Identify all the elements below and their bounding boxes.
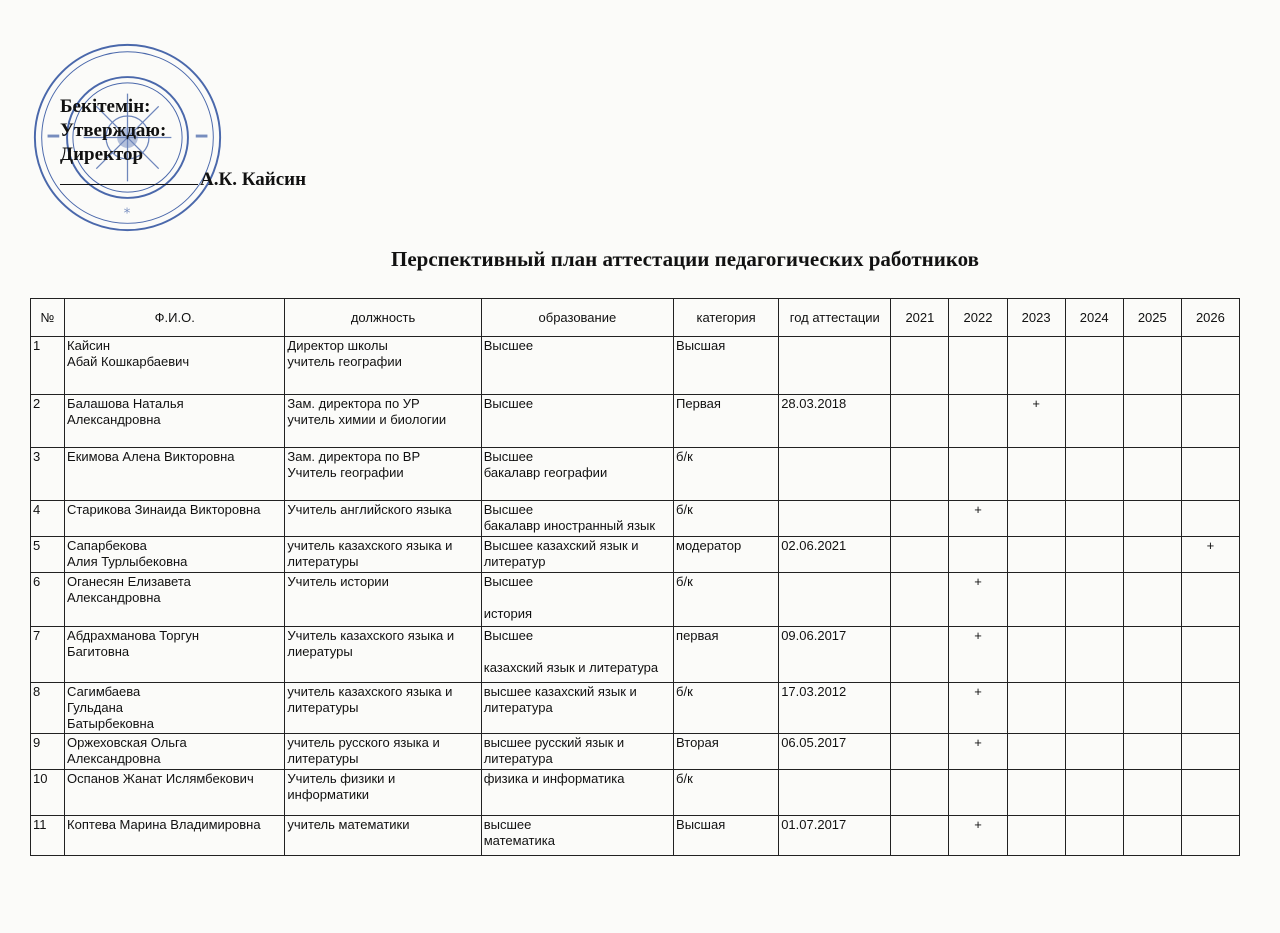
header-2024: 2024	[1065, 299, 1123, 337]
row-year-mark-2024	[1065, 816, 1123, 856]
table-row	[31, 573, 1240, 627]
row-year-mark-2024	[1065, 337, 1123, 395]
row-num: 7	[31, 627, 65, 683]
row-year-mark-2026	[1181, 395, 1239, 448]
row-year-mark-2023	[1007, 501, 1065, 537]
row-year-mark-2022	[949, 448, 1007, 501]
table-row	[31, 770, 1240, 816]
row-year-mark-2024	[1065, 573, 1123, 627]
row-year-mark-2021	[891, 448, 949, 501]
row-year-mark-2022	[949, 537, 1007, 573]
signature-row	[60, 166, 306, 192]
header-education: образование	[481, 299, 673, 337]
row-year-mark-2021	[891, 573, 949, 627]
row-category: б/к	[674, 683, 779, 734]
row-num: 11	[31, 816, 65, 856]
table-row	[31, 683, 1240, 734]
row-year-mark-2021	[891, 337, 949, 395]
row-num: 8	[31, 683, 65, 734]
row-name: Старикова Зинаида Викторовна	[65, 501, 285, 537]
table-row	[31, 501, 1240, 537]
row-education: Высшее бакалавр иностранный язык	[481, 501, 673, 537]
row-year-mark-2022	[949, 337, 1007, 395]
row-year-mark-2022: +	[949, 573, 1007, 627]
row-num: 3	[31, 448, 65, 501]
row-year-mark-2021	[891, 816, 949, 856]
row-position: Учитель истории	[285, 573, 481, 627]
row-year-mark-2025	[1123, 501, 1181, 537]
row-year-mark-2024	[1065, 683, 1123, 734]
row-category: б/к	[674, 448, 779, 501]
row-year-mark-2026	[1181, 337, 1239, 395]
row-name: Оржеховская Ольга Александровна	[65, 734, 285, 770]
row-education: физика и информатика	[481, 770, 673, 816]
table-header-row	[31, 299, 1240, 337]
row-category: модератор	[674, 537, 779, 573]
row-attestation-year: 28.03.2018	[779, 395, 891, 448]
row-year-mark-2026	[1181, 448, 1239, 501]
row-name: Сагимбаева Гульдана Батырбековна	[65, 683, 285, 734]
row-attestation-year	[779, 770, 891, 816]
header-category: категория	[674, 299, 779, 337]
table-row	[31, 537, 1240, 573]
header-position: должность	[285, 299, 481, 337]
row-num: 4	[31, 501, 65, 537]
row-education: Высшее история	[481, 573, 673, 627]
row-year-mark-2022: +	[949, 734, 1007, 770]
row-year-mark-2024	[1065, 448, 1123, 501]
approval-line-kazakh: Бекітемін:	[60, 96, 151, 117]
row-attestation-year: 17.03.2012	[779, 683, 891, 734]
row-year-mark-2021	[891, 627, 949, 683]
row-year-mark-2025	[1123, 816, 1181, 856]
row-year-mark-2022: +	[949, 627, 1007, 683]
row-year-mark-2025	[1123, 627, 1181, 683]
row-name: Балашова Наталья Александровна	[65, 395, 285, 448]
row-position: Учитель английского языка	[285, 501, 481, 537]
row-category: Вторая	[674, 734, 779, 770]
row-attestation-year	[779, 337, 891, 395]
row-year-mark-2022: +	[949, 683, 1007, 734]
row-year-mark-2025	[1123, 537, 1181, 573]
row-num: 10	[31, 770, 65, 816]
header-name: Ф.И.О.	[65, 299, 285, 337]
row-year-mark-2026	[1181, 770, 1239, 816]
row-year-mark-2024	[1065, 734, 1123, 770]
row-category: Высшая	[674, 816, 779, 856]
row-year-mark-2025	[1123, 395, 1181, 448]
row-year-mark-2022	[949, 770, 1007, 816]
row-year-mark-2021	[891, 770, 949, 816]
row-category: первая	[674, 627, 779, 683]
header-2022: 2022	[949, 299, 1007, 337]
row-year-mark-2026	[1181, 501, 1239, 537]
row-name: Абдрахманова Торгун Багитовна	[65, 627, 285, 683]
row-year-mark-2022: +	[949, 816, 1007, 856]
header-2025: 2025	[1123, 299, 1181, 337]
document-title	[0, 247, 1280, 272]
row-category: б/к	[674, 770, 779, 816]
row-num: 5	[31, 537, 65, 573]
header-attestation-year: год аттестации	[779, 299, 891, 337]
row-name: Кайсин Абай Кошкарбаевич	[65, 337, 285, 395]
row-attestation-year: 06.05.2017	[779, 734, 891, 770]
row-attestation-year	[779, 501, 891, 537]
row-education: Высшее бакалавр географии	[481, 448, 673, 501]
row-attestation-year	[779, 448, 891, 501]
row-year-mark-2026	[1181, 683, 1239, 734]
row-year-mark-2026: +	[1181, 537, 1239, 573]
row-year-mark-2023	[1007, 770, 1065, 816]
row-year-mark-2024	[1065, 501, 1123, 537]
table-row	[31, 337, 1240, 395]
row-year-mark-2023	[1007, 537, 1065, 573]
row-year-mark-2023	[1007, 627, 1065, 683]
table-row	[31, 816, 1240, 856]
row-category: б/к	[674, 501, 779, 537]
approval-line-russian: Утверждаю:	[60, 120, 167, 141]
row-year-mark-2026	[1181, 627, 1239, 683]
row-year-mark-2023	[1007, 816, 1065, 856]
row-category: б/к	[674, 573, 779, 627]
row-position: учитель русского языка и литературы	[285, 734, 481, 770]
row-name: Коптева Марина Владимировна	[65, 816, 285, 856]
row-year-mark-2022	[949, 395, 1007, 448]
approval-line-director: Директор	[60, 144, 144, 165]
row-year-mark-2024	[1065, 627, 1123, 683]
row-num: 2	[31, 395, 65, 448]
row-year-mark-2025	[1123, 683, 1181, 734]
row-education: высшее казахский язык и литература	[481, 683, 673, 734]
row-year-mark-2026	[1181, 734, 1239, 770]
row-year-mark-2023: +	[1007, 395, 1065, 448]
header-2026: 2026	[1181, 299, 1239, 337]
row-education: Высшее	[481, 337, 673, 395]
row-name: Оганесян Елизавета Александровна	[65, 573, 285, 627]
row-year-mark-2025	[1123, 573, 1181, 627]
table-row	[31, 395, 1240, 448]
table-row	[31, 627, 1240, 683]
row-year-mark-2023	[1007, 448, 1065, 501]
row-education: Высшее казахский язык и литератур	[481, 537, 673, 573]
signature-name: А.К. Кайсин	[200, 169, 307, 190]
row-year-mark-2021	[891, 501, 949, 537]
header-2023: 2023	[1007, 299, 1065, 337]
row-education: высшее русский язык и литература	[481, 734, 673, 770]
table-row	[31, 448, 1240, 501]
row-attestation-year	[779, 573, 891, 627]
row-category: Первая	[674, 395, 779, 448]
row-year-mark-2025	[1123, 448, 1181, 501]
row-name: Екимова Алена Викторовна	[65, 448, 285, 501]
signature-line	[60, 166, 198, 185]
row-position: учитель казахского языка и литературы	[285, 537, 481, 573]
row-year-mark-2024	[1065, 770, 1123, 816]
row-num: 1	[31, 337, 65, 395]
row-education: Высшее	[481, 395, 673, 448]
row-position: учитель казахского языка и литературы	[285, 683, 481, 734]
header-num: №	[31, 299, 65, 337]
row-year-mark-2023	[1007, 573, 1065, 627]
row-name: Сапарбекова Алия Турлыбековна	[65, 537, 285, 573]
row-year-mark-2021	[891, 683, 949, 734]
row-name: Оспанов Жанат Ислямбекович	[65, 770, 285, 816]
header-2021: 2021	[891, 299, 949, 337]
row-year-mark-2024	[1065, 395, 1123, 448]
document-title-text: Перспективный план аттестации педагогических работников	[391, 247, 979, 271]
row-position: Директор школы учитель географии	[285, 337, 481, 395]
row-num: 9	[31, 734, 65, 770]
row-year-mark-2024	[1065, 537, 1123, 573]
row-education: высшее математика	[481, 816, 673, 856]
attestation-table	[30, 298, 1240, 856]
row-year-mark-2025	[1123, 337, 1181, 395]
row-year-mark-2021	[891, 395, 949, 448]
row-year-mark-2025	[1123, 770, 1181, 816]
row-position: Зам. директора по ВР Учитель географии	[285, 448, 481, 501]
row-year-mark-2021	[891, 734, 949, 770]
row-year-mark-2026	[1181, 816, 1239, 856]
row-year-mark-2021	[891, 537, 949, 573]
row-position: Зам. директора по УР учитель химии и биологии	[285, 395, 481, 448]
svg-text:*: *	[123, 205, 131, 222]
row-education: Высшее казахский язык и литература	[481, 627, 673, 683]
row-year-mark-2022: +	[949, 501, 1007, 537]
row-attestation-year: 01.07.2017	[779, 816, 891, 856]
row-attestation-year: 09.06.2017	[779, 627, 891, 683]
row-year-mark-2023	[1007, 337, 1065, 395]
row-year-mark-2023	[1007, 734, 1065, 770]
row-year-mark-2023	[1007, 683, 1065, 734]
row-position: учитель математики	[285, 816, 481, 856]
table-row	[31, 734, 1240, 770]
row-year-mark-2025	[1123, 734, 1181, 770]
row-year-mark-2026	[1181, 573, 1239, 627]
row-attestation-year: 02.06.2021	[779, 537, 891, 573]
row-position: Учитель казахского языка и лиературы	[285, 627, 481, 683]
row-position: Учитель физики и информатики	[285, 770, 481, 816]
row-category: Высшая	[674, 337, 779, 395]
row-num: 6	[31, 573, 65, 627]
approval-block	[60, 95, 166, 167]
